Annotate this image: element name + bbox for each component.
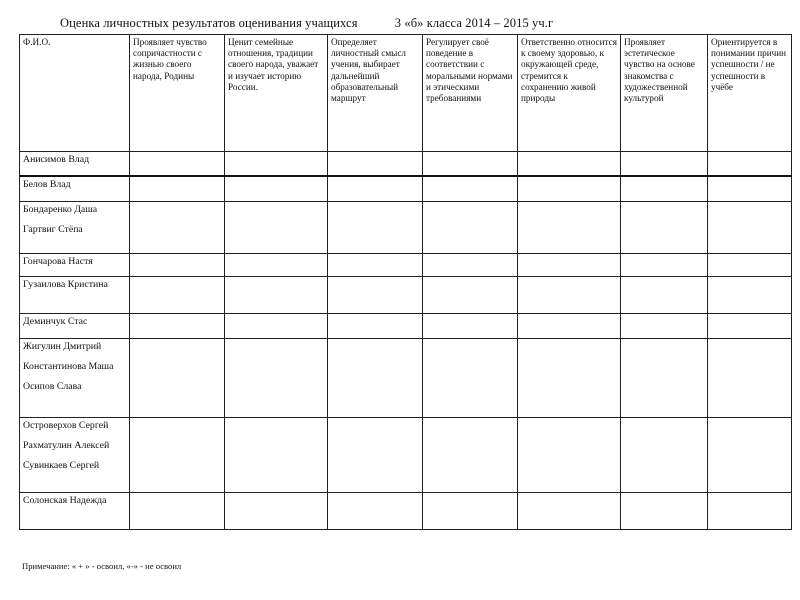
student-rows: [20, 152, 792, 530]
table-row: [20, 201, 792, 254]
assessment-cell[interactable]: [225, 314, 328, 339]
assessment-cell[interactable]: [225, 176, 328, 201]
assessment-cell[interactable]: [621, 338, 708, 417]
assessment-cell[interactable]: [328, 492, 423, 529]
assessment-cell[interactable]: [621, 492, 708, 529]
assessment-cell[interactable]: [423, 276, 518, 313]
assessment-cell[interactable]: [708, 276, 792, 313]
assessment-cell[interactable]: [225, 338, 328, 417]
student-name-cell: [20, 314, 130, 339]
assessment-cell[interactable]: [423, 152, 518, 177]
assessment-cell[interactable]: [621, 176, 708, 201]
header-criterion-1: Проявляет чувство сопричастности с жизнью своего народа, Родины: [130, 35, 225, 152]
assessment-cell[interactable]: [130, 314, 225, 339]
assessment-cell[interactable]: [708, 176, 792, 201]
header-criterion-4: Регулирует своё поведение в соответствии с моральными нормами и этическими требованиями: [423, 35, 518, 152]
assessment-cell[interactable]: [423, 417, 518, 492]
student-name: Рахматулин Алексей: [23, 439, 110, 451]
assessment-cell[interactable]: [708, 254, 792, 277]
assessment-cell[interactable]: [621, 276, 708, 313]
assessment-cell[interactable]: [225, 201, 328, 254]
header-criterion-5: Ответственно относится к своему здоровью, к окружающей среде, стремится к сохранению живой природы: [518, 35, 621, 152]
assessment-cell[interactable]: [328, 152, 423, 177]
student-name: Константинова Маша: [23, 360, 114, 372]
assessment-table: [19, 34, 792, 530]
assessment-cell[interactable]: [328, 201, 423, 254]
assessment-cell[interactable]: [225, 492, 328, 529]
student-name-cell: [20, 176, 130, 201]
student-name: Гартвиг Стёпа: [23, 223, 83, 235]
header-criterion-2: Ценит семейные отношения, традиции своего народа, уважает и изучает историю России.: [225, 35, 328, 152]
assessment-cell[interactable]: [708, 152, 792, 177]
assessment-cell[interactable]: [708, 314, 792, 339]
assessment-cell[interactable]: [328, 176, 423, 201]
header-criterion-7: Ориентируется в понимании причин успешности / не успешности в учёбе: [708, 35, 792, 152]
assessment-cell[interactable]: [225, 254, 328, 277]
assessment-cell[interactable]: [518, 176, 621, 201]
table-row: [20, 417, 792, 492]
student-name: Солонская Надежда: [23, 494, 107, 506]
header-row: [20, 35, 792, 152]
assessment-cell[interactable]: [328, 314, 423, 339]
header-criterion-3: Определяет личностный смысл учения, выбирает дальнейший образовательный маршрут: [328, 35, 423, 152]
assessment-cell[interactable]: [518, 314, 621, 339]
assessment-cell[interactable]: [518, 276, 621, 313]
assessment-cell[interactable]: [130, 338, 225, 417]
assessment-cell[interactable]: [130, 492, 225, 529]
table-row: [20, 314, 792, 339]
assessment-cell[interactable]: [518, 254, 621, 277]
student-name-cell: [20, 417, 130, 492]
assessment-cell[interactable]: [621, 152, 708, 177]
assessment-cell[interactable]: [708, 338, 792, 417]
header-criterion-6: Проявляет эстетическое чувство на основе знакомства с художественной культурой: [621, 35, 708, 152]
assessment-cell[interactable]: [225, 152, 328, 177]
assessment-cell[interactable]: [130, 201, 225, 254]
assessment-cell[interactable]: [423, 176, 518, 201]
assessment-cell[interactable]: [225, 276, 328, 313]
student-name-cell: [20, 254, 130, 277]
assessment-cell[interactable]: [621, 254, 708, 277]
student-name: Белов Влад: [23, 179, 71, 191]
document-title: [60, 14, 760, 32]
table-row: [20, 176, 792, 201]
student-name-cell: [20, 338, 130, 417]
assessment-cell[interactable]: [423, 201, 518, 254]
class-info: 3 «б» класса 2014 – 2015 уч.г: [394, 16, 554, 30]
assessment-cell[interactable]: [423, 338, 518, 417]
table-row: [20, 254, 792, 277]
student-name: Островерхов Сергей: [23, 419, 109, 431]
header-fio: Ф.И.О.: [20, 35, 130, 152]
assessment-cell[interactable]: [423, 254, 518, 277]
assessment-cell[interactable]: [621, 417, 708, 492]
student-name-cell: [20, 492, 130, 529]
student-name: Сувинкаев Сергей: [23, 459, 100, 471]
student-name-cell: [20, 276, 130, 313]
assessment-cell[interactable]: [518, 152, 621, 177]
table-row: [20, 276, 792, 313]
assessment-cell[interactable]: [130, 152, 225, 177]
assessment-cell[interactable]: [518, 492, 621, 529]
student-name-cell: [20, 152, 130, 177]
assessment-cell[interactable]: [130, 276, 225, 313]
student-name: Деминчук Стас: [23, 316, 88, 327]
title-text: Оценка личностных результатов оценивания учащихся: [60, 16, 358, 30]
assessment-cell[interactable]: [423, 314, 518, 339]
assessment-cell[interactable]: [423, 492, 518, 529]
table-row: [20, 492, 792, 529]
student-name: Жигулин Дмитрий: [23, 340, 102, 352]
footnote: Примечание: « + » - освоил, «-» - не освоил: [22, 561, 182, 571]
assessment-cell[interactable]: [518, 201, 621, 254]
assessment-cell[interactable]: [621, 314, 708, 339]
assessment-cell[interactable]: [328, 338, 423, 417]
assessment-cell[interactable]: [708, 492, 792, 529]
assessment-cell[interactable]: [130, 176, 225, 201]
assessment-cell[interactable]: [708, 417, 792, 492]
assessment-cell[interactable]: [518, 417, 621, 492]
table-row: [20, 338, 792, 417]
student-name: Осипов Слава: [23, 380, 82, 392]
student-name: Гузаилова Кристина: [23, 278, 108, 290]
table-row: [20, 152, 792, 177]
student-name-cell: [20, 201, 130, 254]
assessment-cell[interactable]: [130, 417, 225, 492]
assessment-cell[interactable]: [130, 254, 225, 277]
assessment-cell[interactable]: [518, 338, 621, 417]
student-name: Бондаренко Даша: [23, 203, 98, 215]
student-name: Анисимов Влад: [23, 154, 90, 165]
assessment-cell[interactable]: [708, 201, 792, 254]
assessment-cell[interactable]: [328, 254, 423, 277]
assessment-cell[interactable]: [328, 276, 423, 313]
student-name: Гончарова Настя: [23, 256, 93, 268]
assessment-cell[interactable]: [328, 417, 423, 492]
assessment-cell[interactable]: [225, 417, 328, 492]
assessment-cell[interactable]: [621, 201, 708, 254]
